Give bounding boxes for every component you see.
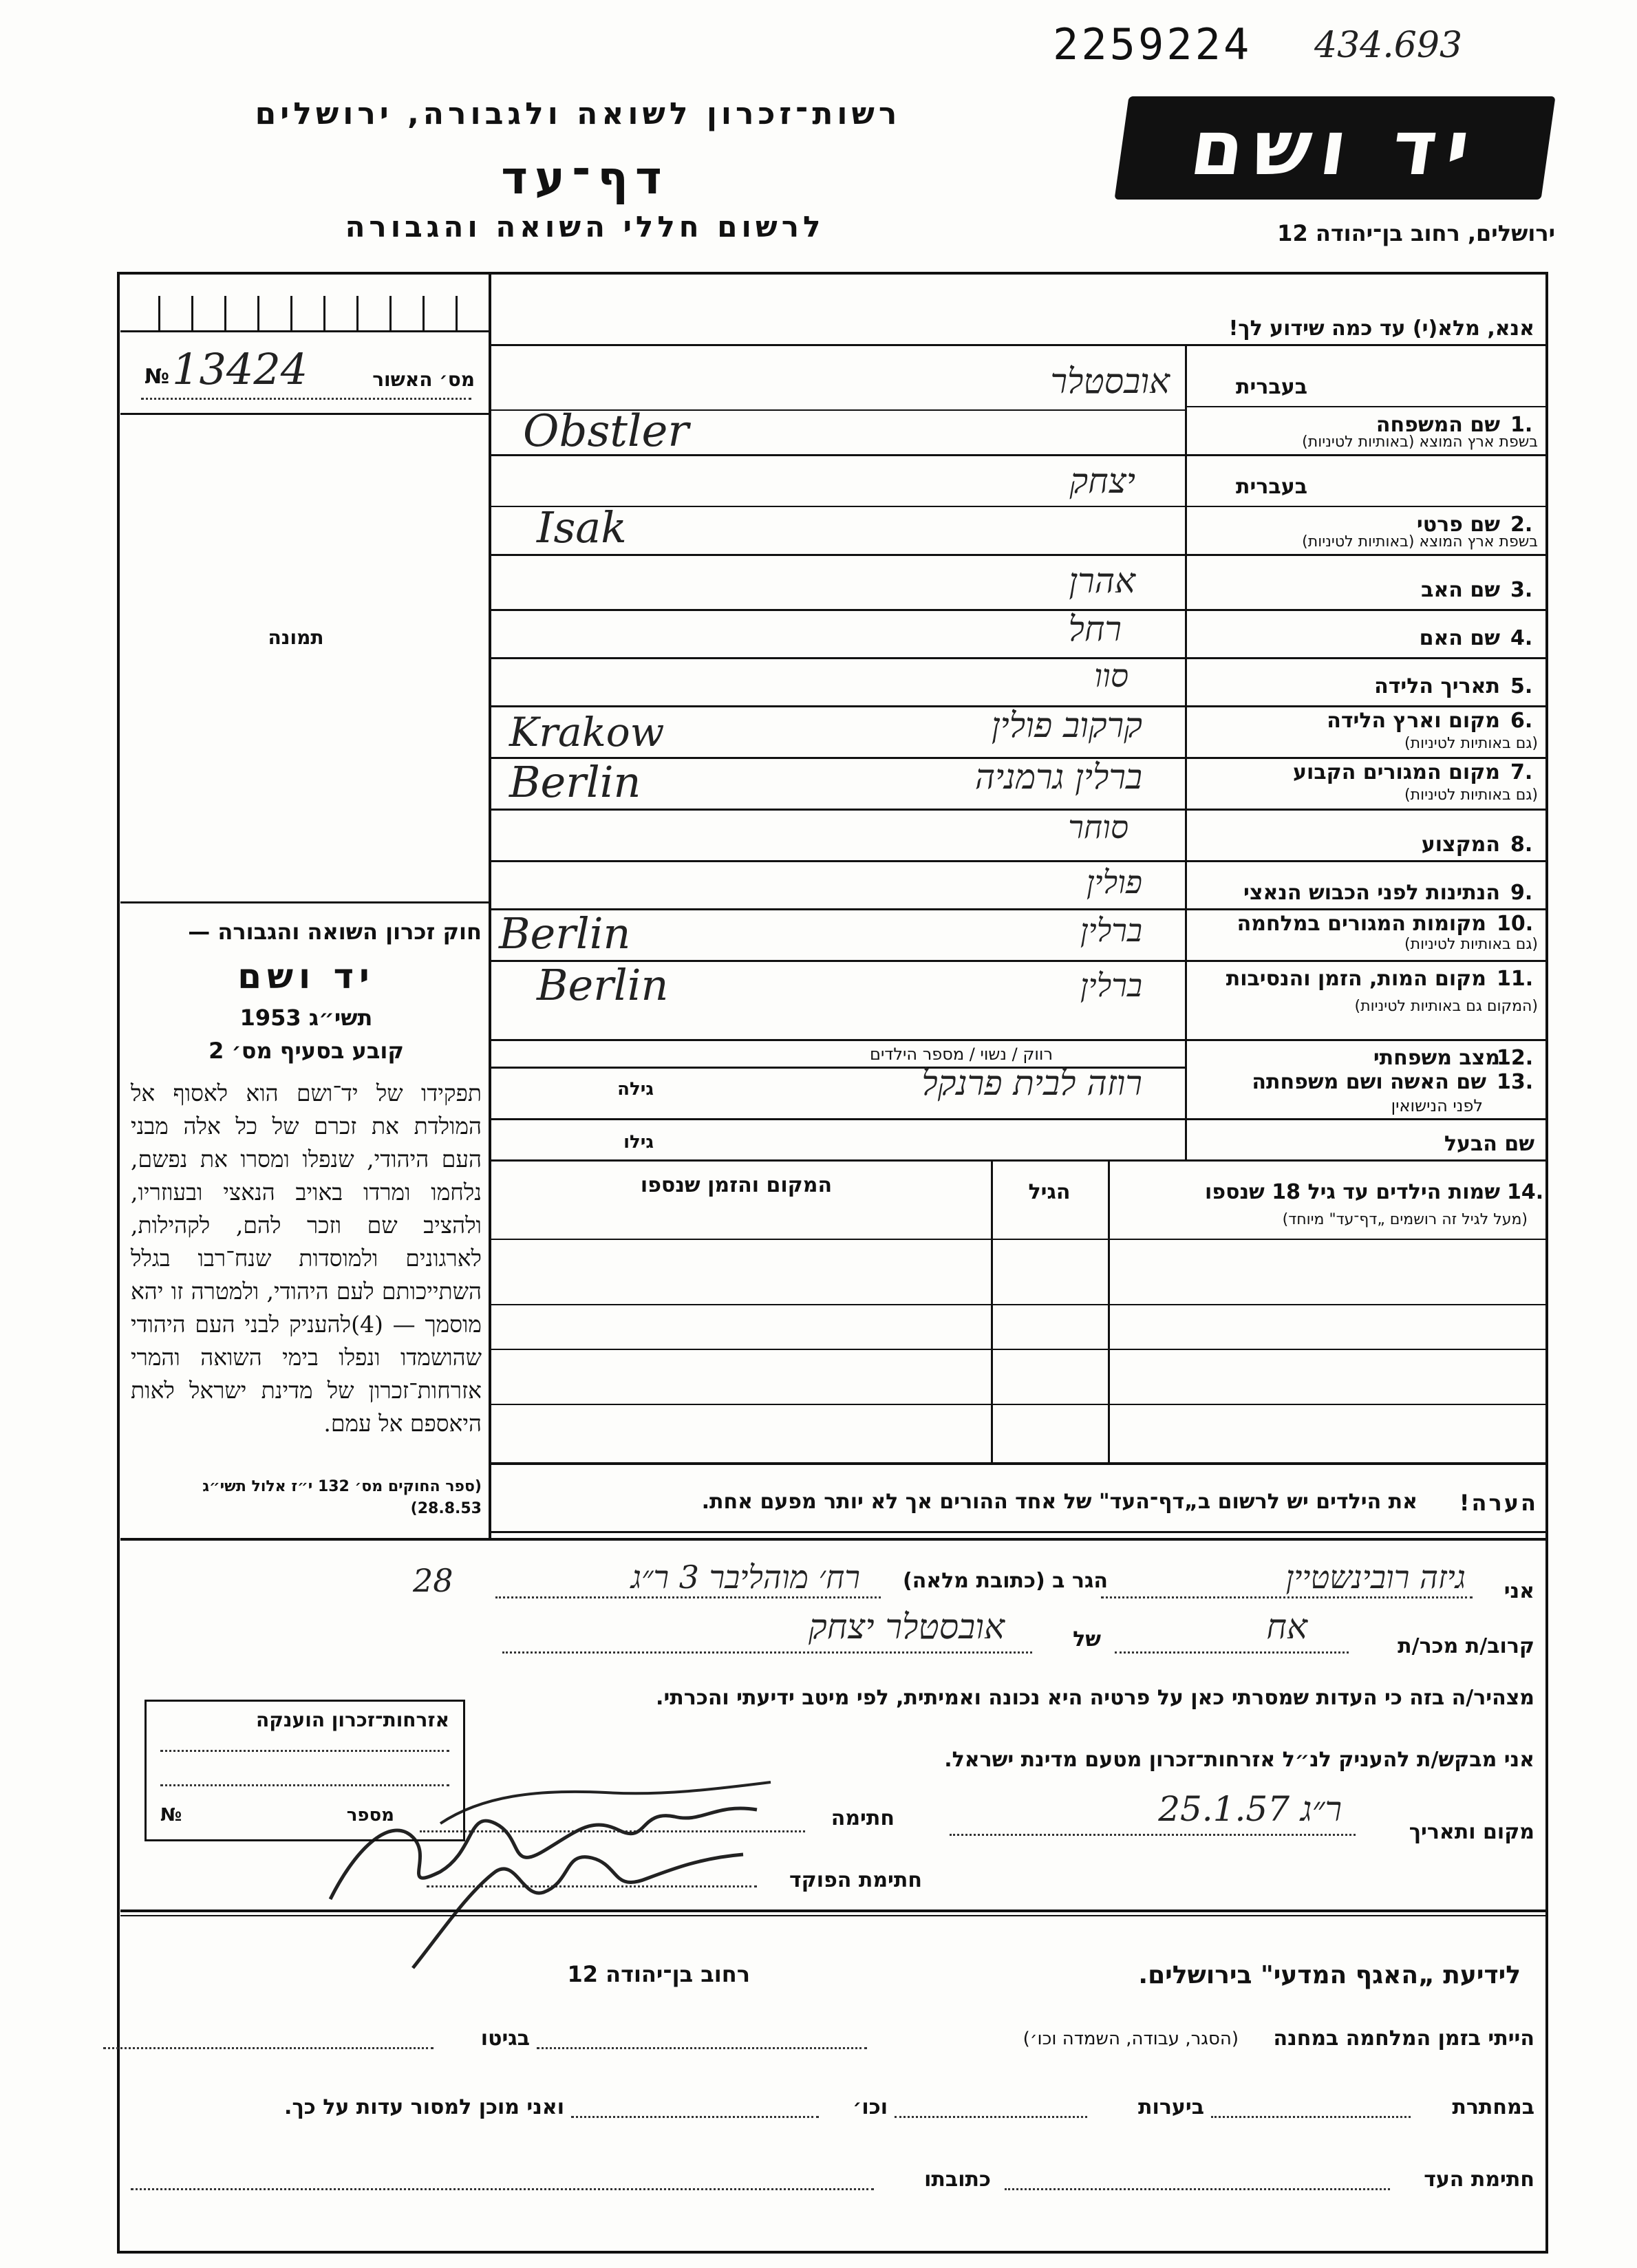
field-3-num: 3. [1510,578,1533,602]
relation-label: קרוב/ת מכר/ת [1398,1634,1534,1658]
field-6-value-lat[interactable]: Krakow [509,709,665,756]
note-label: הערה! [1459,1490,1538,1516]
place-date-value[interactable]: ר״ג 25.1.57 [1158,1789,1342,1829]
yad-vashem-logo [1114,96,1555,200]
certificate-box [145,1700,465,1841]
footer-row3-b: כתובתו [924,2168,991,2192]
field-11-value-heb[interactable]: ברלין [1080,967,1142,1004]
footer-row2-a: במחתרת [1452,2095,1534,2119]
husband-age-label: גילו [623,1132,654,1153]
photo-label: תמונה [268,626,324,649]
field-4-label: שם האם [1419,626,1500,650]
field-2-value-lat[interactable]: Isak [537,502,627,553]
law-year: תשי״ג 1953 [239,1005,373,1031]
field-1-heb-label: בעברית [1236,375,1307,399]
field-5-label: תאריך הלידה [1374,674,1500,698]
field-10-label: מקומות המגורים במלחמה [1237,912,1486,936]
form-subtitle: לרשום חללי השואה והגבורה [345,210,825,244]
footer-row3-a: חתימת העד [1424,2168,1534,2192]
footer-row2-b: ביערות [1138,2095,1204,2119]
law-reference: (ספר החוקים מס׳ 132 י״ז אלול תשי״ג 28.8.53) [202,1478,482,1517]
field-2-sub: בשפת ארץ המוצא (באותיות לטיניות) [1302,533,1538,550]
field-3-label: שם האב [1421,578,1500,602]
field-9-num: 9. [1510,881,1533,905]
certificate-number-prefix: № [160,1805,182,1826]
footer-row1-a: הייתי בזמן המלחמה במחנה [1273,2026,1534,2051]
of-label: של [1073,1627,1101,1651]
margin-number: 28 [413,1562,453,1599]
field-4-num: 4. [1510,626,1533,650]
official-signature-label: חתימת הפוקד [789,1868,922,1892]
field-13-sub: לפני הנישואין [1391,1096,1483,1115]
declaration-statement: מצהיר/ה בזה כי העדות שמסרתי כאן על פרטיה היא נכונה ואמיתית, לפי מיטב ידיעתי והכרתי. [656,1686,1534,1710]
field-5-num: 5. [1510,674,1533,698]
witness-address[interactable]: רח׳ מוהליבר 3 ר״ג [630,1559,860,1596]
logo-text: יד ושם [1185,104,1485,192]
field-3-value[interactable]: אהרן [1069,561,1135,601]
field-8-label: המקצוע [1421,833,1500,857]
approval-prefix: № [145,365,170,389]
field-1-value-heb[interactable]: אובסטלר [1050,361,1170,401]
law-name: יד ושם [237,956,375,996]
field-2-label: שם פרטי [1416,513,1500,537]
declaration-request: אני מבקש/ת להעניק לנ״ל אזרחות־זכרון מטעם מדינת ישראל. [944,1748,1534,1772]
field-1-num: 1. [1510,413,1533,437]
residing-label: הגר ב (כתובת מלאה) [902,1569,1108,1593]
children-age-col: הגיל [1028,1180,1071,1204]
field-11-label: מקום המות, הזמן והנסיבות [1226,967,1486,991]
footer-address: רחוב בן־יהודה 12 [567,1961,750,1987]
field-11-sub: (המקום גם באותיות לטיניות) [1354,998,1538,1015]
field-7-value-heb[interactable]: ברלין גרמניה [974,757,1142,797]
children-sub: (מעל לגיל זה רושמים „דף־עד" מיוחד) [1282,1211,1528,1228]
field-10-num: 10. [1497,912,1534,936]
authority-name: רשות־זכרון לשואה ולגבורה, ירושלים [255,96,901,131]
declaration-i: אני [1504,1579,1534,1603]
field-13-num: 13. [1497,1070,1534,1094]
children-num: 14. [1507,1180,1544,1204]
field-7-sub: (גם באותיות לטיניות) [1404,787,1538,804]
field-13-label: שם האשה ושם משפחתה [1252,1070,1486,1094]
field-10-value-lat[interactable]: Berlin [499,908,631,959]
signature-label: חתימה [831,1806,895,1830]
relative-name[interactable]: אובסטלר יצחק [808,1607,1005,1647]
footer-row2-c: וכו׳ [853,2095,888,2119]
approval-number: 13424 [172,344,308,394]
field-7-value-lat[interactable]: Berlin [509,757,641,807]
field-10-sub: (גם באותיות לטיניות) [1404,936,1538,953]
field-12-num: 12. [1497,1046,1534,1070]
field-2-value-heb[interactable]: יצחק [1069,461,1135,501]
place-date-label: מקום ותאריך [1409,1820,1534,1844]
field-11-value-lat[interactable]: Berlin [537,960,669,1010]
field-13-value[interactable]: רוזה לבית פרנקל [921,1063,1142,1103]
field-1-value-lat[interactable]: Obstler [523,406,689,457]
footer-row2-d: ואני מוכן למסור עדות על כך. [284,2095,564,2119]
address: ירושלים, רחוב בן־יהודה 12 [1277,220,1555,246]
field-6-num: 6. [1510,709,1533,733]
children-place-col: המקום והזמן שנספו [640,1173,833,1197]
field-11-num: 11. [1497,967,1534,991]
official-signature [385,1830,771,1982]
law-title: חוק זכרון השואה והגבורה — [188,919,482,945]
field-6-value-heb[interactable]: קרקוב פולין [991,705,1142,745]
witness-name[interactable]: גיזה רובינשטיין [1285,1559,1466,1596]
footer-row1-c: בגיטו [480,2026,530,2051]
footer-title: לידיעת „האגף המדעי" בירושלים. [1138,1961,1521,1989]
field-12-label: מצב משפחתי [1373,1046,1500,1070]
field-1-sub: בשפת ארץ המוצא (באותיות לטיניות) [1302,434,1538,451]
law-body: תפקידו של יד־ושם הוא לאסוף אל המולדת את זכרם של כל אלה מבני העם היהודי, שנפלו ומסרו את נפשם, נלחמו ומרדו באויב הנאצי ובעוזריו, ולהציב שם וזכר להם, לקהילות, לארגונים ולמוסדות שנח־רבו בגלל השתייכותם לעם היהודי, ולמטרה זו יהא מוסמך — (4)להעניק לבני העם היהודי שהושמדו ונפלו בימי השואה והמרי אזרחות־זכרון של מדינת ישראל לאות היאספם אל עמם. [131,1080,482,1437]
wife-age-label: גילה [617,1079,654,1100]
husband-label: שם הבעל [1444,1132,1534,1156]
field-9-value[interactable]: פולין [1086,864,1142,901]
field-8-value[interactable]: סוחר [1068,809,1128,846]
certificate-number-label: מספר [346,1805,394,1826]
field-6-sub: (גם באותיות לטיניות) [1404,735,1538,752]
field-6-label: מקום וארץ הלידה [1327,709,1500,733]
field-8-num: 8. [1510,833,1533,857]
field-7-label: מקום המגורים הקבוע [1293,760,1500,784]
children-label: שמות הילדים עד גיל 18 שנספו [1205,1180,1500,1204]
field-7-num: 7. [1510,760,1533,784]
intro-text: אנא, מלא(י) עד כמה שידוע לך! [1228,317,1534,341]
marital-options: רווק / נשוי / מספר הילדים [870,1045,1053,1064]
relation-value[interactable]: אח [1266,1607,1307,1647]
approval-label: מס׳ האשור [372,368,475,391]
certificate-title: אזרחות־זכרון הוענקה [256,1709,449,1731]
field-10-value-heb[interactable]: ברלין [1080,912,1142,949]
field-2-num: 2. [1510,513,1533,537]
form-title: דף־עד [501,151,669,204]
field-5-value[interactable]: סוו [1094,657,1128,694]
handwritten-number: 434.693 [1314,25,1463,66]
law-clause: קובע בסעיף מס׳ 2 [208,1038,404,1064]
field-9-label: הנתינות לפני הכבוש הנאצי [1243,881,1500,905]
approval-ticks [158,296,461,330]
field-4-value[interactable]: רחל [1068,609,1122,649]
serial-number: 2259224 [1053,19,1252,69]
footer-row1-b: (הסגר, עבודה, השמדה וכו׳) [1023,2029,1239,2049]
field-2-heb-label: בעברית [1236,475,1307,499]
field-1-label: שם המשפחה [1376,413,1500,437]
note-text: את הילדים יש לרשום ב„דף־העד" של אחד ההורים אך לא יותר מפעם אחת. [701,1490,1417,1514]
